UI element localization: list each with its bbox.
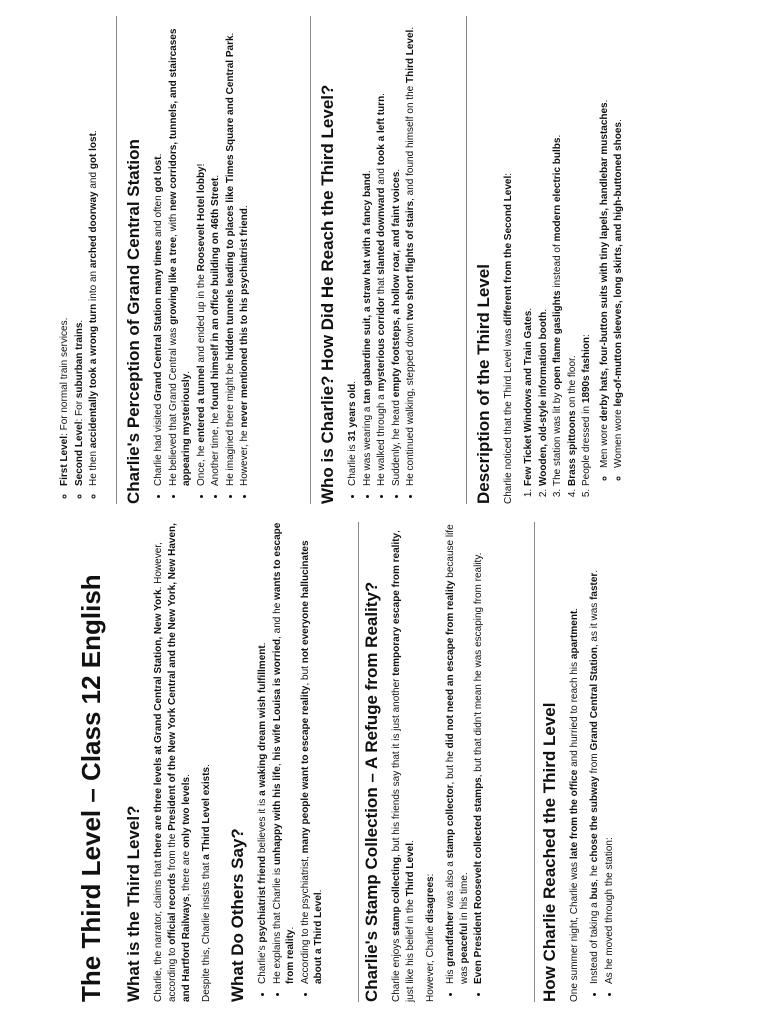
text-run: and ended up in the [195, 271, 207, 366]
section-heading: Who is Charlie? How Did He Reach the Third Level? [318, 84, 337, 504]
list-item [238, 16, 252, 486]
bold-text: never mentioned this to his psychiatrist friend [239, 208, 250, 428]
text-run: . [589, 569, 600, 573]
text-run: . [153, 153, 164, 157]
sub-bullet-list [598, 16, 626, 486]
document-title: The Third Level – Class 12 English [76, 574, 106, 1002]
text-run: because life was [445, 524, 470, 984]
sub-bullet-list [58, 16, 101, 504]
bold-text: different from the Second Level [503, 175, 514, 326]
text-run: . [523, 307, 534, 311]
bold-text: tan gabardine suit, a straw hat with a fancy band [361, 173, 373, 404]
bold-text: psychiatrist friend [257, 855, 268, 943]
list-item [580, 16, 594, 486]
text-run: . [569, 607, 580, 611]
text-run: , he [589, 862, 600, 882]
list-item [152, 16, 166, 486]
bold-text: his wife Louisa is worried [271, 638, 283, 761]
text-run: and [88, 169, 99, 192]
bold-text: got lost [153, 156, 164, 193]
text-run: Men wore [598, 421, 610, 468]
continued-sub-list [58, 16, 102, 504]
text-run: Once, he [195, 442, 207, 486]
bold-text: official records [167, 873, 178, 945]
text-run: into an [88, 268, 99, 304]
bold-text: First Level [59, 435, 70, 486]
section-stamp-collection [362, 522, 490, 1002]
text-run: He then [88, 448, 99, 486]
text-run: and often [153, 192, 164, 240]
text-run: . [598, 99, 610, 103]
bold-text: entered a tunnel [195, 365, 207, 443]
bold-text: disagrees [425, 876, 436, 924]
bold-text: did not need an escape from reality [445, 580, 456, 749]
text-run: . [376, 93, 387, 96]
bold-text: grandfather [445, 911, 456, 967]
text-run: As he moved through the station: [603, 837, 615, 984]
text-run: on the floor. [566, 355, 578, 411]
bold-text: a waking dream wish fulfillment [257, 645, 268, 796]
text-run: Suddenly, he heard [390, 397, 402, 486]
bold-text: open flame gaslights [552, 290, 563, 390]
bold-text: got lost [88, 133, 99, 170]
text-run: from the [167, 830, 178, 874]
paragraph [568, 522, 582, 1002]
bold-text: only two levels [181, 776, 192, 849]
bold-text: there are three levels at Grand Central Station, New York [153, 589, 164, 858]
list-item [209, 16, 223, 486]
text-run: , just like his belief in the [391, 530, 416, 1002]
text-run: . [181, 370, 192, 374]
text-run: , but [299, 663, 311, 686]
bold-text: chose the subway [589, 776, 600, 863]
list-item [299, 522, 326, 984]
list-item [603, 522, 617, 984]
bold-text: suburban trains [73, 322, 85, 399]
text-run: . [390, 168, 402, 172]
paragraph [152, 522, 194, 1002]
text-run: , and found himself on the [405, 83, 416, 201]
bold-text: Grand Central Station many times [153, 239, 164, 401]
text-run: Women wore [613, 406, 624, 468]
bold-text: many people want to escape reality [299, 685, 311, 854]
bold-text: a Third Level exists [201, 766, 212, 860]
text-run: However, Charlie [425, 923, 436, 1002]
bold-text: not everyone hallucinates about a Third Level [299, 540, 324, 984]
paragraph [502, 16, 516, 504]
text-run: . [405, 26, 416, 30]
text-run: . [313, 889, 324, 893]
list-item [224, 16, 238, 486]
text-run: . [285, 926, 296, 930]
list-item [195, 16, 209, 486]
text-run: . [201, 764, 212, 767]
text-run: Charlie's [257, 942, 268, 984]
bold-text: temporary escape from reality [391, 532, 402, 676]
list-item [390, 16, 404, 486]
text-run: He believed that Grand Central was [167, 324, 179, 486]
text-run: . [210, 174, 221, 178]
text-run: According to the psychiatrist, [299, 853, 311, 984]
text-run: ! [195, 163, 207, 167]
text-run: . [361, 170, 373, 174]
text-run: . [347, 380, 358, 384]
list-item [271, 522, 298, 984]
bold-text: Third Level [405, 843, 416, 897]
text-run: , there are [181, 848, 192, 897]
text-run: . [88, 130, 99, 134]
text-run: , and he [271, 599, 283, 639]
text-run: His [445, 966, 456, 984]
bold-text: stamp collector [445, 784, 456, 859]
section-heading: What Do Others Say? [228, 828, 247, 1002]
text-run: . [552, 134, 563, 138]
text-run: . [405, 840, 416, 844]
bullet-list [152, 16, 252, 504]
bold-text: leg-of-mutton sleeves, long skirts, and high-buttoned shoes [613, 122, 624, 407]
list-item [87, 16, 101, 486]
list-item [444, 522, 471, 984]
bold-text: Second Level [73, 421, 85, 486]
section-heading: What is the Third Level? [124, 805, 143, 1002]
text-run: Charlie had visited [153, 400, 164, 486]
list-item [612, 16, 626, 468]
text-run: : [581, 334, 592, 337]
text-run: and hurried to reach his [569, 659, 580, 770]
bold-text: peaceful [458, 922, 470, 964]
list-item [361, 16, 375, 486]
paragraph [424, 522, 438, 1002]
bold-text: faster [589, 572, 600, 600]
text-run: and [376, 165, 387, 188]
bullet-list [346, 16, 418, 504]
text-run: Charlie noticed that the Third Level was [503, 325, 514, 504]
list-item [58, 16, 72, 486]
bold-text: two short flights of stairs [405, 200, 416, 321]
bold-text: 31 years old [347, 383, 358, 442]
text-run: : For [73, 398, 85, 422]
paragraph [200, 522, 214, 1002]
text-run: : [503, 172, 514, 176]
bold-text: modern electric bulbs [552, 137, 563, 242]
bold-text: 1890s fashion [581, 337, 592, 404]
list-item [346, 16, 360, 486]
text-run: . However, according to [153, 542, 178, 1002]
section-how-charlie-reached [540, 522, 620, 1002]
list-item [522, 16, 536, 486]
bold-text: new corridors, tunnels, and staircases appearing mysteriously [167, 28, 192, 486]
text-run: from [589, 750, 600, 777]
bullet-list [444, 522, 486, 1002]
text-run: Charlie is [347, 441, 358, 486]
text-run: in his time. [458, 872, 470, 923]
text-run: . [537, 308, 549, 312]
bold-text: Wooden, old-style information booth [537, 311, 549, 486]
text-run: He was wearing a [361, 403, 373, 486]
text-run: . [613, 119, 624, 123]
bullet-list [256, 522, 326, 1002]
list-item [598, 16, 612, 468]
section-heading: How Charlie Reached the Third Level [540, 702, 559, 1002]
text-run: instead of [552, 241, 563, 291]
bold-text: arched doorway [88, 191, 99, 269]
bold-text: Roosevelt Hotel lobby [195, 166, 207, 272]
bold-text: Brass spittoons [566, 410, 578, 486]
text-run: He imagined there might be [224, 360, 236, 486]
bold-text: Few Ticket Windows and Train Gates [523, 310, 534, 486]
bold-text: mysterious corridor [376, 297, 387, 392]
section-what-is-third-level [124, 522, 220, 1002]
text-run: . [224, 32, 236, 36]
list-item [537, 16, 551, 486]
numbered-list [522, 16, 594, 504]
text-run: However, he [239, 427, 250, 486]
text-run: , [271, 760, 283, 767]
section-divider [310, 16, 311, 504]
bold-text: derby hats, four-button suits with tiny lapels, handlebar mustaches [598, 102, 610, 422]
text-run: He walked through a [376, 391, 387, 486]
text-run: . [239, 205, 250, 209]
list-item [551, 16, 565, 486]
bullet-list [588, 522, 616, 1002]
list-item [404, 16, 418, 486]
text-run: Instead of taking a [589, 899, 600, 984]
section-what-others-say [228, 522, 330, 1002]
bold-text: bus [589, 881, 600, 900]
section-perception-grand-central [124, 16, 256, 504]
section-heading: Description of the Third Level [474, 264, 493, 504]
section-divider [534, 522, 535, 1002]
section-who-is-charlie [318, 16, 422, 504]
bold-text: late from the office [569, 769, 580, 860]
text-run: : For normal train services. [59, 317, 70, 436]
bold-text: unhappy with his life [271, 766, 283, 866]
text-run: . [181, 774, 192, 777]
text-run: The station was lit by [552, 389, 563, 486]
bold-text: took a left turn [376, 95, 387, 166]
text-run: , as it was [589, 599, 600, 648]
text-run: He explains that Charlie is [271, 865, 283, 984]
list-item [167, 16, 194, 486]
text-run: He continued walking, stepped down [405, 320, 416, 486]
bold-text: accidentally took a wrong turn [88, 303, 99, 449]
text-run: believes it is [257, 795, 268, 856]
text-run: , but that didn't mean he was escaping from reality. [473, 552, 484, 778]
bold-text: stamp collecting [391, 856, 402, 936]
list-item [256, 522, 270, 984]
section-description-third-level [474, 16, 627, 504]
section-heading: Charlie's Stamp Collection – A Refuge from Reality? [362, 581, 381, 1002]
list-item [375, 16, 389, 486]
paragraph [390, 522, 418, 1002]
text-run: that [376, 274, 387, 297]
section-divider [466, 16, 467, 504]
text-run: . [257, 642, 268, 646]
bold-text: slanted downward [376, 187, 387, 275]
bold-text: empty footsteps, a hollow roar, and faint voices [390, 171, 402, 398]
text-run: People dressed in [581, 403, 592, 486]
list-item [472, 522, 486, 984]
text-run: One summer night, Charlie was [569, 859, 580, 1002]
text-run: : [425, 873, 436, 877]
bold-text: Grand Central Station [589, 647, 600, 751]
bold-text: President of the New York Central and the New York, New Haven, and Hartford Railways [167, 523, 192, 1002]
text-run: Charlie enjoys [391, 935, 402, 1002]
bold-text: wants to escape from reality [271, 522, 296, 984]
bold-text: found himself in an office building on 46th Street [210, 177, 221, 410]
text-run: was also a [445, 858, 456, 912]
bold-text: Third Level [405, 29, 416, 84]
text-run: , but he [445, 748, 456, 785]
bold-text: Even President Roosevelt collected stamps [473, 777, 484, 984]
section-divider [358, 522, 359, 1002]
bold-text: apartment [569, 610, 580, 660]
bold-text: growing like a tree [167, 236, 179, 325]
text-run: Despite this, Charlie insists that [201, 859, 212, 1002]
text-run: , with [167, 210, 179, 237]
list-item [73, 16, 87, 486]
list-item [566, 16, 580, 486]
bold-text: hidden tunnels leading to places like Times Square and Central Park [224, 35, 236, 361]
text-run: Charlie, the narrator, claims that [153, 857, 164, 1002]
text-run: Another time, he [210, 409, 221, 486]
list-item [588, 522, 602, 984]
section-heading: Charlie's Perception of Grand Central Station [124, 139, 143, 504]
text-run: . [73, 319, 85, 323]
text-run: , but his friends say that it is just another [391, 675, 402, 857]
section-divider [116, 16, 117, 504]
